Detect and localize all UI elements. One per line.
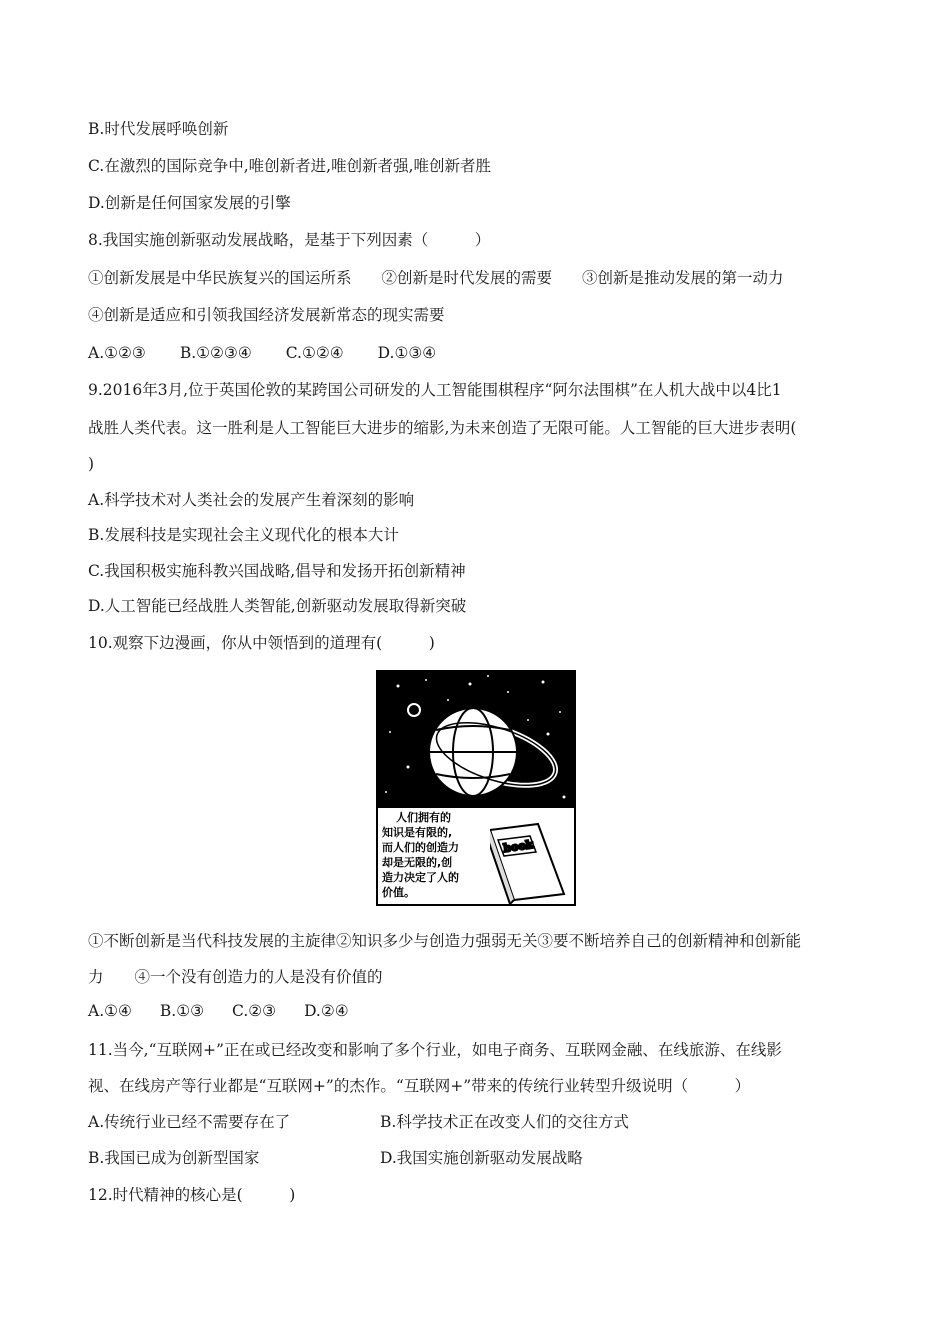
q12-stem: 12.时代精神的核心是( ) xyxy=(88,1186,296,1204)
caption-line-5: 造力决定了人的 xyxy=(382,871,459,884)
q10-options xyxy=(88,1001,377,1021)
q8-item-1: ①创新发展是中华民族复兴的国运所系 xyxy=(88,269,352,287)
q8-option-c: C.①②④ xyxy=(285,344,344,362)
q7-option-b: B.时代发展呼唤创新 xyxy=(88,120,229,138)
q11-stem-line2: 视、在线房产等行业都是“互联网+”的杰作。“互联网+”带来的传统行业转型升级说明（ ） xyxy=(88,1077,751,1095)
q9-stem-line1: 9.2016年3月,位于英国伦敦的某跨国公司研发的人工智能围棋程序“阿尔法围棋”在人机大战中以4比1 xyxy=(88,381,782,399)
q8-item-3: ③创新是推动发展的第一动力 xyxy=(582,269,784,287)
q7-option-d: D.创新是任何国家发展的引擎 xyxy=(88,194,291,212)
q8-option-d: D.①③④ xyxy=(377,344,437,362)
q9-option-d: D.人工智能已经战胜人类智能,创新驱动发展取得新突破 xyxy=(88,597,467,615)
q11-option-a: A.传统行业已经不需要存在了 xyxy=(88,1113,291,1131)
q8-options xyxy=(88,343,470,363)
q11-option-c: B.我国已成为创新型国家 xyxy=(88,1149,260,1167)
caption-line-4: 却是无限的,创 xyxy=(382,856,453,869)
q7-option-c: C.在激烈的国际竞争中,唯创新者进,唯创新者强,唯创新者胜 xyxy=(88,157,492,175)
q11-stem-line1: 11.当今,“互联网+”正在或已经改变和影响了多个行业，如电子商务、互联网金融、在线旅游、在线影 xyxy=(88,1041,782,1059)
globe-icon xyxy=(408,704,563,798)
q8-stem: 8.我国实施创新驱动发展战略，是基于下列因素（ ） xyxy=(88,231,491,249)
q8-item-2: ②创新是时代发展的需要 xyxy=(381,269,553,287)
q9-stem-line2: 战胜人类代表。这一胜利是人工智能巨大进步的缩影,为未来创造了无限可能。人工智能的巨大进步表明( xyxy=(88,419,797,437)
q9-option-c: C.我国积极实施科教兴国战略,倡导和发扬开拓创新精神 xyxy=(88,562,466,580)
q9-option-a: A.科学技术对人类社会的发展产生着深刻的影响 xyxy=(88,491,415,509)
q10-items-line2: 力 ④一个没有创造力的人是没有价值的 xyxy=(88,968,383,986)
q8-items-line1 xyxy=(88,268,784,288)
book-label: book xyxy=(502,837,535,855)
q9-option-b: B.发展科技是实现社会主义现代化的根本大计 xyxy=(88,526,399,544)
caption-line-2: 知识是有限的, xyxy=(382,826,453,839)
q10-option-b: B.①③ xyxy=(159,1002,205,1020)
q8-option-a: A.①②③ xyxy=(88,344,146,362)
cartoon-image xyxy=(376,670,576,906)
q10-option-c: C.②③ xyxy=(232,1002,277,1020)
q10-option-d: D.②④ xyxy=(304,1002,349,1020)
cartoon-caption xyxy=(378,810,490,900)
q8-items-line2: ④创新是适应和引领我国经济发展新常态的现实需要 xyxy=(88,306,445,324)
q10-option-a: A.①④ xyxy=(88,1002,132,1020)
caption-line-1: 人们拥有的 xyxy=(396,811,451,824)
caption-line-6: 价值。 xyxy=(382,886,415,899)
caption-line-3: 而人们的创造力 xyxy=(382,841,459,854)
q9-stem-line3: ) xyxy=(88,455,95,473)
q8-option-b: B.①②③④ xyxy=(179,344,252,362)
q10-items-line1: ①不断创新是当代科技发展的主旋律②知识多少与创造力强弱无关③要不断培养自己的创新精神和创新能 xyxy=(88,932,802,950)
q11-option-b: B.科学技术正在改变人们的交往方式 xyxy=(380,1113,629,1131)
q10-stem: 10.观察下边漫画，你从中领悟到的道理有( ) xyxy=(88,634,435,652)
q11-option-d: D.我国实施创新驱动发展战略 xyxy=(380,1149,583,1167)
